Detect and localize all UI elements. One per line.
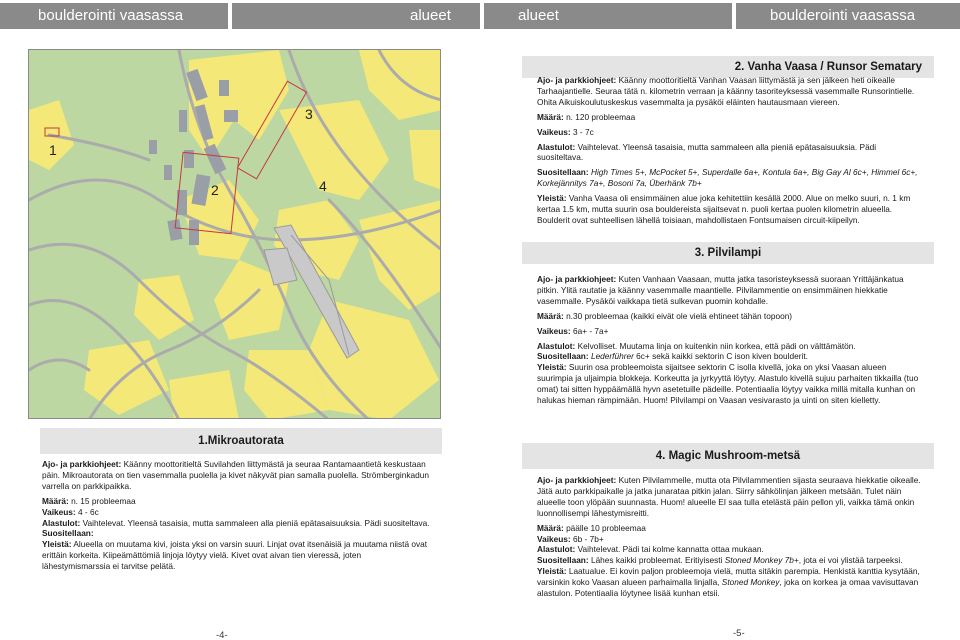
general-line — [537, 362, 921, 406]
landing-label: Alastulot: — [537, 340, 576, 351]
count-label: Määrä: — [537, 111, 564, 122]
grade-label: Vaikeus: — [42, 506, 76, 517]
access-label: Ajo- ja parkkiohjeet: — [537, 75, 617, 85]
access-text: Kuten Vanhaan Vaasaan, mutta jatka tasoristeyksessä suoraan Yrittäjänkatua pitkin. Ylitä rautatie ja käänny vasemmalle maantielle. Pilvilammentie on ensimmäinen hiekkatie vasemmalle. Pysäköi vaikkapa tietä sulkevan puomin kohdalle. — [537, 274, 904, 306]
recommend-label: Suositellaan: — [537, 167, 589, 178]
recommend-text: Lähes kaikki probleemat. Eritiyisesti — [590, 555, 723, 566]
count-line — [537, 112, 923, 123]
recommend-line — [537, 167, 923, 189]
grade-text: 4 - 6c — [77, 506, 99, 517]
count-text: n. 15 probleemaa — [71, 495, 136, 506]
header-left-title: boulderointi vaasassa — [0, 3, 228, 29]
header-tab-alueet-left: alueet — [232, 3, 480, 29]
access-label: Ajo- ja parkkiohjeet: — [537, 475, 617, 485]
section-body-magic-mushroom — [537, 475, 923, 599]
general-text-end: , joka on korkea ja omaa vavisuttavan alastulon. Potentiaalia löytynee lisää kunhan etsii. — [537, 577, 919, 599]
landing-text: Vaihtelevat. Yleensä tasaisia, mutta sammaleen alla pieniä epätasaisuuksia. Pädi suositeltava. — [537, 141, 877, 163]
count-text: päälle 10 probleemaa — [566, 522, 646, 533]
recommend-label: Suositellaan: — [537, 351, 589, 362]
page-number-left: -4- — [216, 630, 228, 640]
recommend-text: 6c+ sekä kaikki sektorin C ison kiven boulderit. — [636, 351, 808, 362]
count-label: Määrä: — [537, 310, 564, 321]
count-line — [42, 496, 430, 507]
general-text: Vanha Vaasa oli ensimmäinen alue joka kehitettiin kesällä 2000. Alue on melko suuri, n. 1 km kertaa 1.5 km, mutta suurin osa bouldereista sijaitsevat n. puoli kertaa puolen kilometrin alueella. Boulderit ovat suhteellisen lähellä toisiaan, mahdollistaen Fontsumaisen circuit-kiipeilyn. — [537, 193, 911, 225]
access-text: Käänny moottoritieltä Vanhan Vaasan liittymästä ja sen jälkeen heti oikealle Tarhaajantielle. Seuraa tätä n. kilometrin verraan ja käänny tasoriteyksessä vasemmalle Runsorintielle. Ohita Aikuiskoulutuskeskus vasemmalta ja pysäköi eläinten hautausmaan viereen. — [537, 75, 915, 107]
access-paragraph — [537, 75, 923, 108]
recommend-problem: Stoned Monkey 7b+ — [724, 555, 799, 566]
grade-line — [42, 507, 430, 518]
access-label: Ajo- ja parkkiohjeet: — [537, 274, 617, 284]
general-label: Yleistä: — [537, 362, 567, 373]
access-paragraph — [42, 459, 430, 492]
grade-text: 3 - 7c — [572, 126, 594, 137]
general-text: Alueella on muutama kivi, joista yksi on varsin suuri. Linjat ovat itsenäisiä ja muutama niistä ovat erittäin korkeita. Kiipeämättömiä linjoja löytyy vielä. Kivet ovat aivan tien vieressä, joten lähestymismarssia ei tarvitse pelätä. — [42, 539, 428, 572]
recommend-label: Suositellaan: — [42, 528, 94, 539]
grade-line — [537, 534, 923, 545]
recommend-line — [537, 351, 921, 362]
map-label-1: 1 — [49, 142, 57, 158]
count-text: n. 120 probleemaa — [566, 111, 636, 122]
general-line — [537, 193, 923, 226]
map-label-2: 2 — [211, 182, 219, 198]
grade-line — [537, 326, 921, 337]
recommend-label: Suositellaan: — [537, 555, 589, 566]
access-paragraph — [537, 475, 923, 519]
recommend-line — [537, 555, 923, 566]
landing-line — [537, 544, 923, 555]
general-text: Laatualue. Ei kovin paljon probleemoja vielä, mutta sitäkin parempia. Henkistä kanttia kysytään, varsinkin koko Vaasan alueen parhaimalla linjalla, — [537, 566, 920, 588]
recommend-text-end: , jota ei voi ylistää tarpeeksi. — [798, 555, 903, 566]
landing-label: Alastulot: — [42, 517, 81, 528]
grade-label: Vaikeus: — [537, 533, 571, 544]
general-line — [537, 566, 923, 599]
section-body-pilvilampi — [537, 274, 921, 406]
access-paragraph — [537, 274, 921, 307]
map-label-3: 3 — [305, 106, 313, 122]
grade-text: 6a+ - 7a+ — [572, 325, 609, 336]
access-text: Kuten Pilvilammelle, mutta ota Pilvilammentien sijasta seuraava hiekkatie oikealle. Jätä auto parkkipaikalle ja jatka junarataa pitkin jalan. Siirry sähkölinjan jälkeen metsään. Tulet näin alueelle toon ylöpään suunnasta. Huom! alueelle EI saa tulla etelästä päin pellon yli, vaikka tämä onkin luonnollisempi lähestymisreitti. — [537, 475, 921, 518]
section-title-magic-mushroom: 4. Magic Mushroom-metsä — [522, 443, 934, 469]
landing-line — [537, 142, 923, 164]
recommend-problem: Lederführer — [590, 351, 634, 362]
landing-label: Alastulot: — [537, 141, 576, 152]
general-line — [42, 539, 430, 572]
landing-line — [537, 341, 921, 352]
section-title-pilvilampi: 3. Pilvilampi — [522, 242, 934, 264]
general-label: Yleistä: — [537, 193, 567, 204]
grade-label: Vaikeus: — [537, 126, 571, 137]
landing-text: Vaihtelevat. Yleensä tasaisia, mutta sammaleen alla pieniä epätasaisuuksia. Pädi suositeltava. — [82, 517, 430, 528]
count-label: Määrä: — [537, 522, 564, 533]
page-number-right: -5- — [733, 628, 745, 639]
general-label: Yleistä: — [42, 539, 72, 550]
landing-line — [42, 518, 430, 529]
landing-label: Alastulot: — [537, 544, 576, 555]
grade-line — [537, 127, 923, 138]
grade-text: 6b - 7b+ — [572, 533, 604, 544]
header-right-title: boulderointi vaasassa — [736, 3, 960, 29]
landing-text: Vaihtelevat. Pädi tai kolme kannatta ottaa mukaan. — [577, 544, 764, 555]
map-label-4: 4 — [319, 178, 327, 194]
count-text: n.30 probleemaa (kaikki eivät ole vielä ehtineet tähän topoon) — [566, 310, 793, 321]
count-line — [537, 311, 921, 322]
count-label: Määrä: — [42, 495, 69, 506]
general-text: Suurin osa probleemoista sijaitsee sektorin C isolla kivellä, joka on yksi Vaasan alueen suurimpia ja uljaimpia blokkeja. Korkeutta ja jyrkyyttä löytyy. Alastulo kivellä sujuu parhaiten tikkailla (tuo omat) tai sitten hyppäämällä hyvn asetetuille pädeille. Potentiaalia löytyy vaikka millä mitalla kunhan on halukas hieman rämpimään. Huom! Pilvilampi on Vaasan vesivarasto ja uinti on siten kielletty. — [537, 362, 919, 406]
section-title-vanha-vaasa: 2. Vanha Vaasa / Runsor Sematary — [522, 56, 934, 78]
general-label: Yleistä: — [537, 566, 567, 577]
access-label: Ajo- ja parkkiohjeet: — [42, 459, 122, 469]
count-line — [537, 523, 923, 534]
section-title-mikroautorata: 1.Mikroautorata — [40, 428, 442, 454]
section-body-mikroautorata — [42, 459, 430, 572]
landing-text: Kelvolliset. Muutama linja on kuitenkin niin korkea, että pädi on välttämätön. — [577, 340, 856, 351]
section-body-vanha-vaasa — [537, 75, 923, 226]
map-svg — [29, 50, 441, 419]
area-map — [28, 49, 441, 419]
recommend-problems: High Times 5+, McPocket 5+, Superdalle 6a+, Kontula 6a+, Big Gay Al 6c+, Himmel 6c+, Korkejännitys 7a+, Bosoni 7a, Überhänk 7b+ — [537, 167, 918, 189]
access-text: Käänny moottoritieltä Suvilahden liittymästä ja seuraa Rantamaantietä keskustaan päin. Mikroautorata on tien vasemmalla puolella ja kivet näkyvät pian samalla puolella. Strömberginkadun varrella on parkkipaikka. — [42, 459, 429, 491]
grade-label: Vaikeus: — [537, 325, 571, 336]
general-problem: Stoned Monkey — [721, 577, 780, 588]
header-tab-alueet-right: alueet — [484, 3, 732, 29]
recommend-line — [42, 528, 430, 539]
